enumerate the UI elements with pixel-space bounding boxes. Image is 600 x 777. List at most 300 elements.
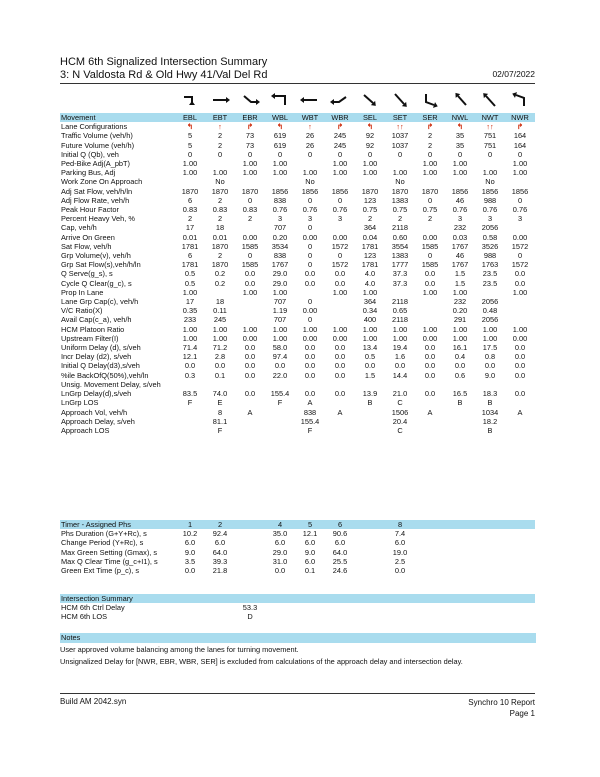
footer-report-name: Synchro 10 Report [468, 698, 535, 707]
table-cell: D [247, 612, 253, 622]
table-cell: 0 [487, 149, 493, 159]
table-cell: E [217, 398, 223, 408]
table-cell [475, 529, 505, 538]
table-cell: 1037 [391, 140, 409, 150]
table-cell: 0 [517, 195, 523, 205]
table-cell: 1.00 [452, 333, 468, 343]
table-header-row [60, 520, 535, 529]
table-cell [415, 297, 445, 306]
table-cell: 838 [273, 251, 287, 261]
table-cell [205, 288, 235, 297]
note-line-1: User approved volume balancing among the lanes for turning movement. [60, 645, 299, 654]
table-cell: 1.00 [242, 287, 258, 297]
table-cell: No [395, 177, 405, 187]
table-cell [295, 159, 325, 168]
table-row [60, 426, 535, 435]
row-label: Change Period (Y+Rc), s [61, 538, 144, 548]
table-row [60, 187, 535, 196]
table-cell: 5 [187, 131, 193, 141]
table-cell: 1.00 [362, 333, 378, 343]
table-cell: 3 [307, 214, 313, 224]
table-cell: 16.5 [452, 389, 468, 399]
table-cell: 0.76 [272, 205, 288, 215]
table-cell [385, 380, 415, 389]
NWL-arrow-icon [453, 91, 466, 105]
table-cell: 123 [363, 195, 377, 205]
table-cell: 364 [363, 297, 377, 307]
table-cell [235, 529, 265, 538]
table-cell: B [457, 398, 463, 408]
table-row [60, 334, 535, 343]
table-cell: 0 [247, 195, 253, 205]
table-cell [475, 594, 505, 603]
row-label: Cap, veh/h [61, 223, 97, 233]
table-cell [415, 566, 445, 575]
row-label: LnGrp LOS [61, 398, 99, 408]
table-cell: 1870 [421, 186, 439, 196]
table-cell: 1856 [271, 186, 289, 196]
table-cell: 1.00 [512, 287, 528, 297]
table-cell: 0.5 [184, 278, 196, 288]
table-cell [175, 594, 205, 603]
table-cell: 21.0 [392, 389, 408, 399]
table-cell [505, 306, 535, 315]
table-cell: 39.3 [212, 556, 228, 566]
table-cell [415, 538, 445, 547]
table-cell: 0 [217, 149, 223, 159]
table-cell: 0.20 [272, 232, 288, 242]
table-cell: 0 [427, 251, 433, 261]
table-cell: 1.00 [362, 287, 378, 297]
table-cell [205, 594, 235, 603]
table-cell: 12.1 [302, 529, 318, 539]
table-row [60, 566, 535, 575]
table-cell: 0.0 [244, 352, 256, 362]
table-cell: 0.0 [334, 278, 346, 288]
table-cell [415, 315, 445, 324]
table-row [60, 260, 535, 269]
table-cell: 8 [217, 407, 223, 417]
table-cell: 0.76 [452, 205, 468, 215]
table-cell: 73 [245, 131, 255, 141]
table-cell: 988 [483, 195, 497, 205]
table-cell: 1585 [421, 241, 439, 251]
table-cell [445, 548, 475, 557]
table-cell: 0.00 [422, 232, 438, 242]
table-cell: 2 [217, 214, 223, 224]
table-cell [385, 594, 415, 603]
table-cell: 1870 [211, 260, 229, 270]
table-cell: 0.0 [424, 370, 436, 380]
table-cell: 0.76 [482, 205, 498, 215]
table-cell: 0.20 [452, 306, 468, 316]
table-cell: 0.0 [244, 278, 256, 288]
NWR-arrow-icon [511, 91, 524, 106]
table-cell [415, 612, 445, 621]
footer-divider [60, 693, 535, 694]
table-cell [295, 612, 325, 621]
table-cell: 0 [517, 149, 523, 159]
table-cell: 0.0 [334, 343, 346, 353]
row-label: Lane Configurations [61, 122, 128, 132]
table-cell [235, 520, 265, 529]
table-cell [265, 594, 295, 603]
table-cell [235, 594, 265, 603]
table-cell [325, 426, 355, 435]
table-row [60, 196, 535, 205]
table-cell: 1.00 [362, 159, 378, 169]
table-cell: 13.9 [362, 389, 378, 399]
table-row [60, 279, 535, 288]
table-cell: No [215, 177, 225, 187]
table-cell: 9.0 [484, 370, 496, 380]
table-cell [355, 603, 385, 612]
table-cell: 1.00 [422, 324, 438, 334]
table-cell: 4.0 [364, 278, 376, 288]
table-cell [205, 612, 235, 621]
table-cell: 1.00 [332, 159, 348, 169]
table-cell: 0.34 [362, 306, 378, 316]
table-cell [355, 548, 385, 557]
table-cell: 81.1 [212, 416, 228, 426]
table-cell [505, 548, 535, 557]
table-cell: 3 [457, 214, 463, 224]
table-cell: 0.0 [514, 370, 526, 380]
table-cell: 90.6 [332, 529, 348, 539]
table-cell: 1 [175, 520, 205, 529]
table-cell: 164 [513, 140, 527, 150]
table-cell: 1.00 [392, 324, 408, 334]
table-cell: 0.0 [514, 343, 526, 353]
table-cell [415, 398, 445, 407]
table-row [60, 251, 535, 260]
table-cell: 232 [453, 223, 467, 233]
row-label: Q Serve(g_s), s [61, 269, 113, 279]
table-cell: 0.1 [304, 566, 316, 576]
table-cell: SER [415, 113, 445, 122]
table-row [60, 205, 535, 214]
table-cell [445, 380, 475, 389]
row-label: Traffic Volume (veh/h) [61, 131, 133, 141]
table-cell: 0.0 [184, 361, 196, 371]
table-cell [385, 603, 415, 612]
table-cell: 10.2 [182, 529, 198, 539]
row-label: Sat Flow, veh/h [61, 241, 112, 251]
table-cell: 73 [245, 140, 255, 150]
table-cell: 6.0 [304, 538, 316, 548]
row-label: Percent Heavy Veh, % [61, 214, 135, 224]
table-cell: No [305, 177, 315, 187]
table-cell: SEL [355, 113, 385, 122]
lane-config-icon: ↰ [366, 122, 374, 132]
table-cell: 707 [273, 297, 287, 307]
table-cell [355, 520, 385, 529]
row-label: Adj Sat Flow, veh/h/ln [61, 186, 133, 196]
table-cell: 0 [307, 297, 313, 307]
table-cell [355, 566, 385, 575]
table-cell: 1585 [241, 260, 259, 270]
table-cell [445, 557, 475, 566]
table-cell: 2 [247, 214, 253, 224]
table-cell: 0.00 [332, 333, 348, 343]
table-cell: 1.00 [512, 324, 528, 334]
table-cell: 1.00 [182, 333, 198, 343]
table-cell [505, 594, 535, 603]
table-cell: 1870 [391, 186, 409, 196]
table-cell [505, 529, 535, 538]
table-cell [475, 603, 505, 612]
table-cell: A [337, 407, 343, 417]
table-cell: 19.0 [392, 547, 408, 557]
table-cell: 0 [337, 149, 343, 159]
table-cell [175, 408, 205, 417]
table-cell: 3 [337, 214, 343, 224]
table-cell [295, 288, 325, 297]
table-cell [265, 426, 295, 435]
table-cell: A [517, 407, 523, 417]
table-cell [265, 603, 295, 612]
WBL-arrow-icon [271, 93, 285, 105]
table-cell: 1572 [511, 260, 529, 270]
table-cell: 1.00 [272, 333, 288, 343]
table-cell: 1.00 [272, 168, 288, 178]
table-cell: 0.00 [512, 333, 528, 343]
table-cell: 0.00 [242, 333, 258, 343]
table-cell: 0.0 [424, 389, 436, 399]
table-cell: 21.8 [212, 566, 228, 576]
table-cell: 245 [213, 315, 227, 325]
table-cell: 1767 [451, 260, 469, 270]
table-cell: 1.00 [392, 168, 408, 178]
row-label: Intersection Summary [60, 594, 175, 603]
table-cell [325, 603, 355, 612]
table-cell: 31.0 [272, 556, 288, 566]
table-cell [445, 408, 475, 417]
row-label: Max Q Clear Time (g_c+I1), s [61, 556, 158, 566]
table-cell: 0.0 [514, 389, 526, 399]
table-row [60, 168, 535, 177]
table-cell: C [397, 398, 403, 408]
table-cell: 13.4 [362, 343, 378, 353]
table-cell: 0.0 [274, 566, 286, 576]
table-cell: 164 [513, 131, 527, 141]
table-cell: 0.35 [182, 306, 198, 316]
table-cell [355, 612, 385, 621]
table-cell [175, 603, 205, 612]
table-cell: NWR [505, 113, 535, 122]
row-label: V/C Ratio(X) [61, 306, 103, 316]
table-cell: 0.00 [302, 306, 318, 316]
table-cell: 3 [277, 214, 283, 224]
row-label: Adj Flow Rate, veh/h [61, 195, 130, 205]
table-cell [175, 417, 205, 426]
table-cell: 0.83 [242, 205, 258, 215]
table-cell: 0.00 [242, 232, 258, 242]
WBT-arrow-icon [300, 97, 317, 103]
table-cell: 1.19 [272, 306, 288, 316]
table-row [60, 177, 535, 186]
lane-config-icon: ↑ [308, 122, 312, 132]
table-cell: 2 [217, 140, 223, 150]
table-cell [235, 548, 265, 557]
table-cell [325, 297, 355, 306]
table-cell [505, 566, 535, 575]
table-cell: 0.2 [214, 269, 226, 279]
table-cell: 0.0 [334, 361, 346, 371]
table-cell: 1506 [391, 407, 409, 417]
table-cell: 1781 [181, 241, 199, 251]
row-label: Grp Volume(v), veh/h [61, 251, 131, 261]
table-cell: 26 [305, 131, 315, 141]
table-cell: 0 [307, 149, 313, 159]
table-cell: 0 [367, 149, 373, 159]
table-row [60, 233, 535, 242]
table-row [60, 131, 535, 140]
table-cell: 0 [457, 149, 463, 159]
table-cell: 2 [205, 520, 235, 529]
table-cell: 0.00 [422, 333, 438, 343]
row-label: Prop In Lane [61, 287, 104, 297]
table-cell [235, 398, 265, 407]
table-cell: 1870 [211, 186, 229, 196]
table-header-row [60, 594, 535, 603]
table-cell [385, 288, 415, 297]
table-cell: 97.4 [272, 352, 288, 362]
table-cell: 0.0 [514, 278, 526, 288]
table-cell [445, 603, 475, 612]
table-row [60, 315, 535, 324]
table-cell: 0.75 [392, 205, 408, 215]
table-cell: 3526 [481, 241, 499, 251]
table-cell: 29.0 [272, 278, 288, 288]
table-cell [445, 417, 475, 426]
EBT-arrow-icon [213, 97, 230, 103]
table-cell: 12.1 [182, 352, 198, 362]
row-label: Arrive On Green [61, 232, 115, 242]
table-cell: 17 [185, 223, 195, 233]
table-cell: 0.58 [482, 232, 498, 242]
table-cell: 0.0 [244, 269, 256, 279]
table-cell: 1870 [181, 186, 199, 196]
table-cell: 1.00 [512, 168, 528, 178]
table-cell: 92 [365, 140, 375, 150]
movement-table [60, 113, 535, 435]
table-cell: 1.5 [454, 278, 466, 288]
table-cell [355, 529, 385, 538]
table-cell [235, 557, 265, 566]
table-cell: 0 [307, 195, 313, 205]
lane-config-icon: ↱ [426, 122, 434, 132]
table-cell: 1.00 [392, 333, 408, 343]
table-cell: 18.2 [482, 416, 498, 426]
note-line-2: Unsignalized Delay for [NWR, EBR, WBR, SER] is excluded from calculations of the approach delay and intersection delay. [60, 657, 463, 666]
table-cell: 74.0 [212, 389, 228, 399]
table-row [60, 529, 535, 538]
table-cell: 2118 [392, 315, 408, 325]
table-cell: 0.00 [302, 232, 318, 242]
table-cell: 1781 [361, 241, 379, 251]
table-cell [505, 520, 535, 529]
table-cell [505, 177, 535, 186]
table-cell: 0.0 [304, 389, 316, 399]
table-cell: 233 [183, 315, 197, 325]
table-cell: 0.0 [304, 370, 316, 380]
table-cell [265, 380, 295, 389]
table-cell: 6 [325, 520, 355, 529]
table-cell: 14.4 [392, 370, 408, 380]
table-cell: 0.0 [334, 370, 346, 380]
table-cell: 0.5 [364, 352, 376, 362]
table-cell [235, 538, 265, 547]
table-cell: 0.3 [184, 370, 196, 380]
report-title: HCM 6th Signalized Intersection Summary [60, 56, 268, 68]
table-cell: 29.0 [272, 547, 288, 557]
lane-config-icon: ↱ [336, 122, 344, 132]
table-cell [205, 380, 235, 389]
table-cell: 1856 [451, 186, 469, 196]
table-cell: 0.65 [392, 306, 408, 316]
table-row [60, 398, 535, 407]
table-row [60, 325, 535, 334]
table-cell: 16.1 [452, 343, 468, 353]
table-cell: 2.5 [394, 556, 406, 566]
notes-header: Notes [60, 633, 536, 643]
table-cell: 838 [303, 407, 317, 417]
table-cell: 2 [427, 131, 433, 141]
table-cell: 1.00 [272, 159, 288, 169]
EBR-arrow-icon [244, 96, 260, 105]
table-cell [235, 306, 265, 315]
table-cell [325, 417, 355, 426]
table-cell [235, 315, 265, 324]
table-cell: 19.4 [392, 343, 408, 353]
table-cell: 751 [483, 131, 497, 141]
table-cell [505, 426, 535, 435]
table-cell: 35.0 [272, 529, 288, 539]
row-label: Lane Grp Cap(c), veh/h [61, 297, 139, 307]
table-cell [355, 594, 385, 603]
table-cell: 1781 [361, 260, 379, 270]
table-cell [505, 417, 535, 426]
table-cell: 291 [453, 315, 467, 325]
table-cell: 6.0 [334, 538, 346, 548]
table-cell: 2056 [481, 315, 499, 325]
table-cell [475, 380, 505, 389]
table-cell: 1572 [331, 260, 349, 270]
table-cell: 0 [337, 251, 343, 261]
table-row [60, 548, 535, 557]
table-cell: 7.4 [394, 529, 406, 539]
table-cell: 0.0 [334, 389, 346, 399]
table-cell: 0.0 [304, 269, 316, 279]
table-row [60, 306, 535, 315]
SER-arrow-icon [426, 94, 439, 109]
table-cell: 1.00 [182, 287, 198, 297]
table-cell: 0.0 [514, 361, 526, 371]
table-cell: 0.03 [452, 232, 468, 242]
table-cell: 0.00 [332, 232, 348, 242]
table-cell [445, 594, 475, 603]
table-row [60, 343, 535, 352]
table-cell: 5 [187, 140, 193, 150]
table-cell [265, 177, 295, 186]
table-cell: 0.0 [214, 361, 226, 371]
table-cell: 83.5 [182, 389, 198, 399]
table-cell: 1.00 [302, 324, 318, 334]
table-cell [415, 557, 445, 566]
table-cell [355, 557, 385, 566]
movement-arrow-row [60, 90, 535, 110]
